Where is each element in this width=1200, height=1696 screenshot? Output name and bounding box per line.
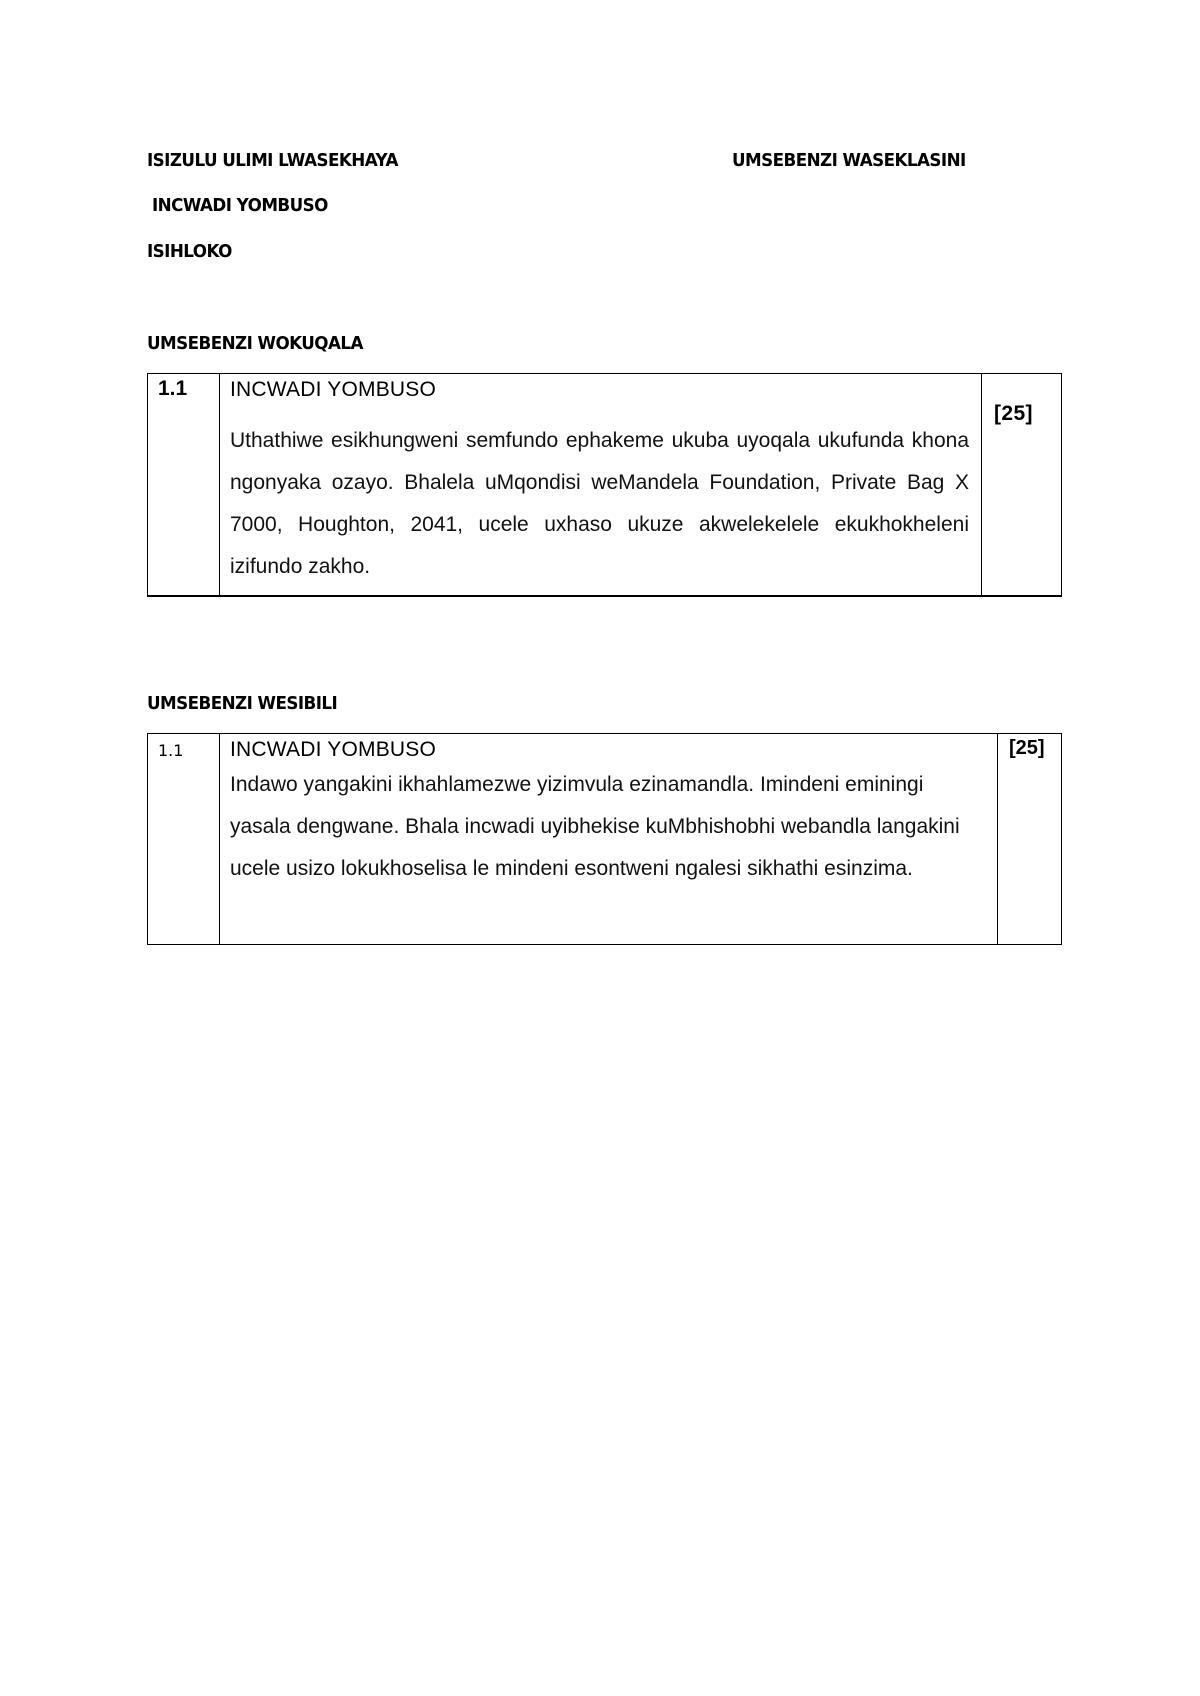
task-1-heading: UMSEBENZI WOKUQALA: [147, 333, 363, 354]
table-row: [148, 734, 1062, 945]
task-2-table: [147, 733, 1062, 945]
task-1-table: [147, 373, 1062, 597]
question-marks: [25]: [998, 734, 1062, 945]
topic-label: ISIHLOKO: [147, 241, 232, 262]
question-marks: [25]: [982, 374, 1062, 597]
work-type-heading: UMSEBENZI WASEKLASINI: [732, 150, 966, 171]
table-row: [148, 374, 1062, 597]
question-body: Indawo yangakini ikhahlamezwe yizimvula ezinamandla. Imindeni eminingi yasala dengwane. Bhala incwadi uyibhekise kuMbhishobhi webandla langakini ucele usizo lokukhoselisa le mindeni esontweni ngalesi sikhathi esinzima.: [230, 773, 960, 880]
letter-type-heading: INCWADI YOMBUSO: [152, 195, 328, 216]
task-2-heading: UMSEBENZI WESIBILI: [147, 693, 338, 714]
question-title: INCWADI YOMBUSO: [230, 378, 437, 401]
question-body: Uthathiwe esikhungweni semfundo ephakeme ukuba uyoqala ukufunda khona ngonyaka ozayo. Bhalela uMqondisi weMandela Foundation, Private Bag X 7000, Houghton, 2041, ucele uxhaso ukuze akwelekelele ekukhokheleni izifundo zakho.: [230, 429, 969, 578]
question-title: INCWADI YOMBUSO: [230, 738, 437, 761]
question-content: [220, 734, 998, 945]
question-number: 1.1: [148, 734, 220, 945]
question-number: 1.1: [148, 374, 220, 597]
subject-heading: ISIZULU ULIMI LWASEKHAYA: [147, 150, 398, 171]
question-content: [220, 374, 982, 597]
